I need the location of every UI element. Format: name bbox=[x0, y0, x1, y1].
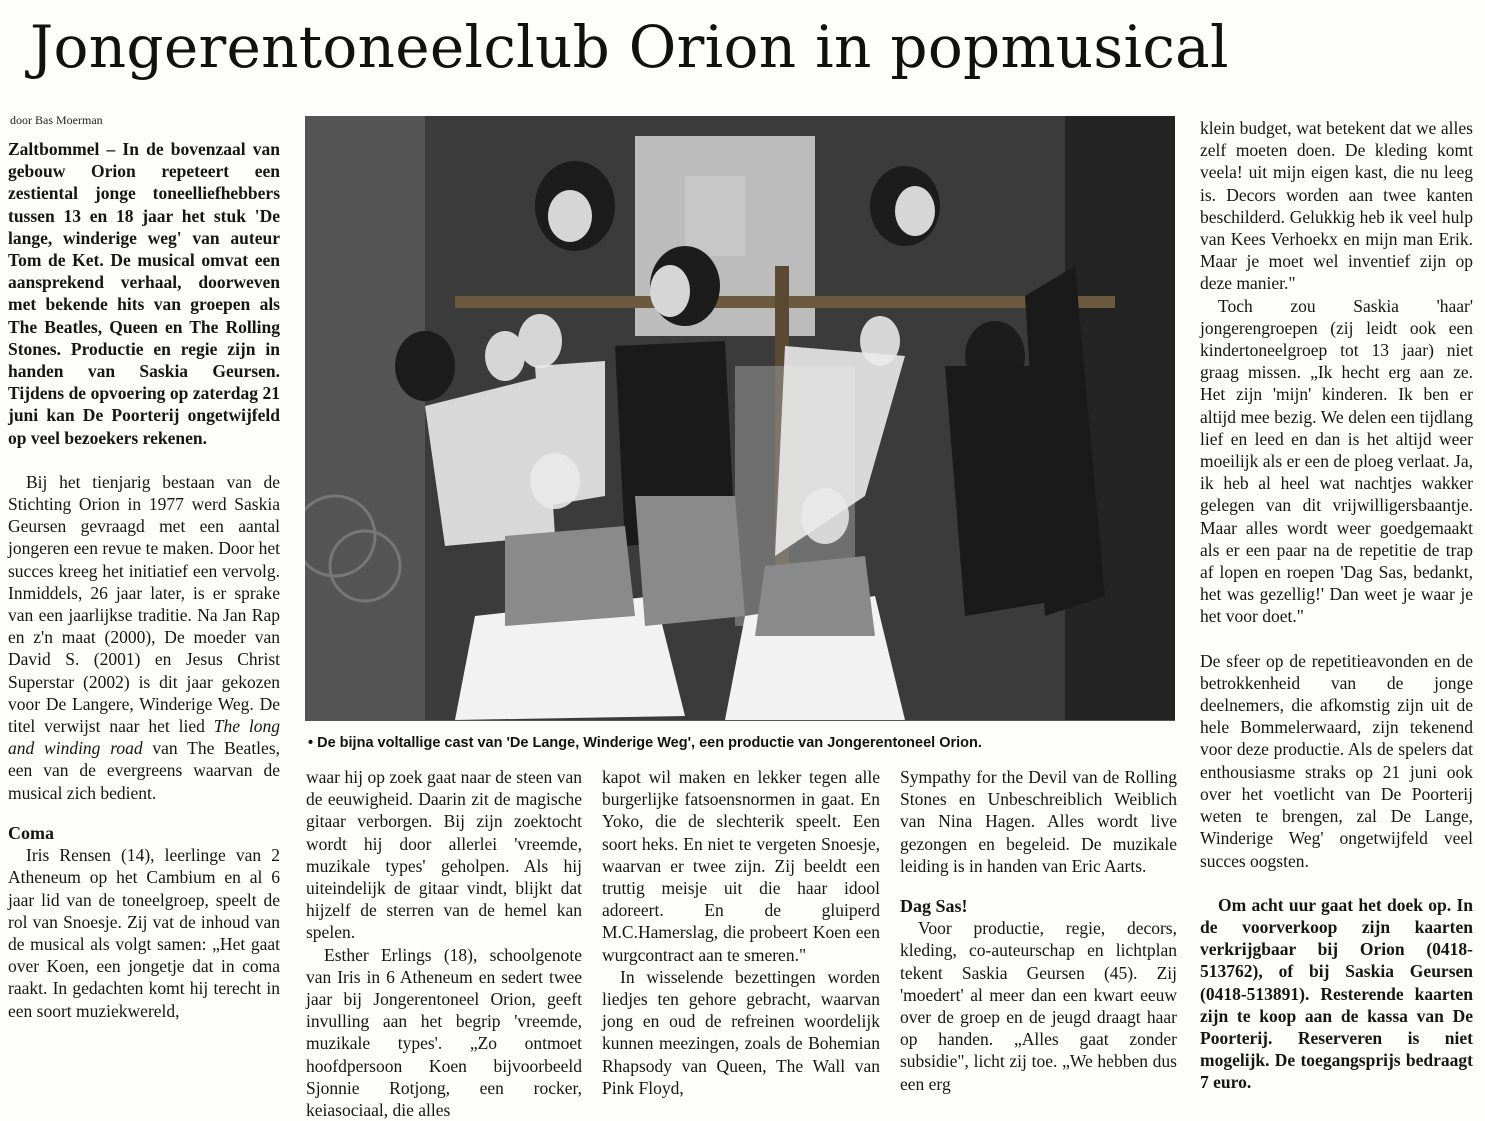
column-3 bbox=[602, 766, 880, 1099]
body-paragraph: klein budget, wat betekent dat we alles zelf moeten doen. De kleding komt veela! uit mijn eigen kast, die nu leeg is. Decors worden aan twee kanten beschilderd. Gelukkig heb ik veel hulp van Kees Verhoekx en mijn man Erik. Maar je moet wel inventief zijn op deze manier." bbox=[1200, 118, 1473, 294]
column-4 bbox=[900, 766, 1177, 1095]
body-paragraph: waar hij op zoek gaat naar de steen van de eeuwigheid. Daarin zit de magische gitaar verborgen. Bij zijn zoektocht wordt hij door allerlei 'vreemde, muzikale types' geholpen. Als hij uiteindelijk de gitaar vindt, blijkt dat hijzelf de sterren van de hemel kan spelen. bbox=[306, 767, 582, 943]
subhead-coma: Coma bbox=[8, 822, 54, 843]
song-title: The long and winding road bbox=[8, 716, 280, 759]
closing-info: Om acht uur gaat het doek op. In de voorverkoop zijn kaarten verkrijgbaar bij Orion (0418-513762), of bij Saskia Geursen (0418-513891). Resterende kaarten zijn te koop aan de kassa van De Poorterij. Reserveren is niet mogelijk. De toegangsprijs bedraagt 7 euro. bbox=[1200, 894, 1473, 1093]
headline: Jongerentoneelclub Orion in popmusical bbox=[30, 13, 1229, 81]
column-2 bbox=[306, 766, 582, 1121]
text-run: van The Beatles, een van de evergreens waarvan de musical zich bedient. bbox=[8, 738, 281, 803]
body-paragraph: De sfeer op de repetitieavonden en de betrokkenheid van de jonge deelnemers, die afkomstig zijn uit de hele Bommelerwaard, zijn tekenend voor deze productie. Als de spelers dat enthousiasme straks op 21 juni ook over het voetlicht van De Poorterij weten te brengen, zal De Lange, Winderige Weg' ongetwijfeld veel succes oogsten. bbox=[1200, 650, 1473, 871]
body-paragraph: Toch zou Saskia 'haar' jongerengroepen (zij leidt ook een kindertoneelgroep tot 13 jaar) niet graag missen. „Ik hecht erg aan ze. Het zijn 'mijn' kinderen. Ik ben er altijd mee bezig. We delen een tijdlang lief en leed en dan is het altijd weer moeilijk als er een de ploeg verlaat. Ja, ik heb al heel wat nachtjes wakker gelegen van dit vrijwilligersbaantje. Maar alles wordt weer goedgemaakt als er een paar na de repetitie de trap af lopen en roepen 'Dag Sas, bedankt, het was gezellig!' Dan weet je waar je het voor doet." bbox=[1200, 295, 1473, 627]
body-paragraph bbox=[8, 471, 280, 804]
photo-frame-bottom bbox=[305, 720, 1175, 721]
body-paragraph: Sympathy for the Devil van de Rolling Stones en Unbeschreiblich Weiblich van Nina Hagen. Alles wordt live gezongen en begeleid. De muzikale leiding is in handen van Eric Aarts. bbox=[900, 767, 1177, 876]
byline: door Bas Moerman bbox=[10, 113, 103, 127]
body-paragraph: Iris Rensen (14), leerlinge van 2 Atheneum op het Cambium en al 6 jaar lid van de toneelgroep, speelt de rol van Snoesje. Zij vat de inhoud van de musical als volgt samen: „Het gaat over Koen, een jongetje dat in coma raakt. In gedachten komt hij terecht in een soort muziekwereld, bbox=[8, 845, 280, 1021]
cast-photo bbox=[305, 116, 1175, 720]
body-paragraph: kapot wil maken en lekker tegen alle burgerlijke fatsoensnormen in gaat. En Yoko, die de slechterik speelt. Een soort heks. En niet te vergeten Snoesje, waarvan er twee zijn. Zij beeldt een truttig meisje uit die haar idool adoreert. En de gluiperd M.C.Hamerslag, die probeert Koen een wurgcontract aan te smeren." bbox=[602, 767, 880, 965]
column-5 bbox=[1200, 117, 1473, 1094]
text-run: Bij het tienjarig bestaan van de Stichting Orion in 1977 werd Saskia Geursen gevraagd met een aantal jongeren een revue te maken. Door het succes kreeg het initiatief een vervolg. Inmiddels, 26 jaar later, is er sprake van een jaarlijkse traditie. Na Jan Rap en z'n maat (2000), De moeder van David S. (2001) en Jesus Christ Superstar (2002) is dit jaar gekozen voor De Langere, Winderige Weg. De titel verwijst naar het lied bbox=[8, 471, 280, 737]
body-paragraph: In wisselende bezettingen worden liedjes ten gehore gebracht, waarvan jong en oud de refreinen woordelijk kunnen meezingen, zoals de Bohemian Rhapsody van Queen, The Wall van Pink Floyd, bbox=[602, 966, 880, 1098]
subhead-dag-sas: Dag Sas! bbox=[900, 896, 968, 917]
lead-paragraph: Zaltbommel – In de bovenzaal van gebouw Orion repeteert een zestiental jonge toneelliefhebbers tussen 13 en 18 jaar het stuk 'De lange, winderige weg' van auteur Tom de Ket. De musical omvat een aansprekend verhaal, doorweven met bekende hits van groepen als The Beatles, Queen en The Rolling Stones. Productie en regie zijn in handen van Saskia Geursen. Tijdens de opvoering op zaterdag 21 juni kan De Poorterij ongetwijfeld op veel bezoekers rekenen. bbox=[8, 139, 280, 448]
body-paragraph: Esther Erlings (18), schoolgenote van Iris in 6 Atheneum en sedert twee jaar bij Jongerentoneel Orion, geeft invulling aan het begrip 'vreemde, muzikale types'. „Zo ontmoet hoofdpersoon Koen bijvoorbeeld Sjonnie Rotjong, een rocker, keiasociaal, die alles bbox=[306, 944, 582, 1121]
body-paragraph: Voor productie, regie, decors, kleding, co-auteurschap en lichtplan tekent Saskia Geursen (45). Zij 'moedert' al meer dan een kwart eeuw over de groep en de jeugd draagt haar op handen. „Alles gaat zonder subsidie", licht zij toe. „We hebben dus een erg bbox=[900, 918, 1177, 1094]
photo-caption: • De bijna voltallige cast van 'De Lange, Winderige Weg', een productie van Jongerentoneel Orion. bbox=[308, 735, 982, 751]
column-1 bbox=[8, 138, 280, 1022]
photo-illustration bbox=[305, 116, 1175, 720]
